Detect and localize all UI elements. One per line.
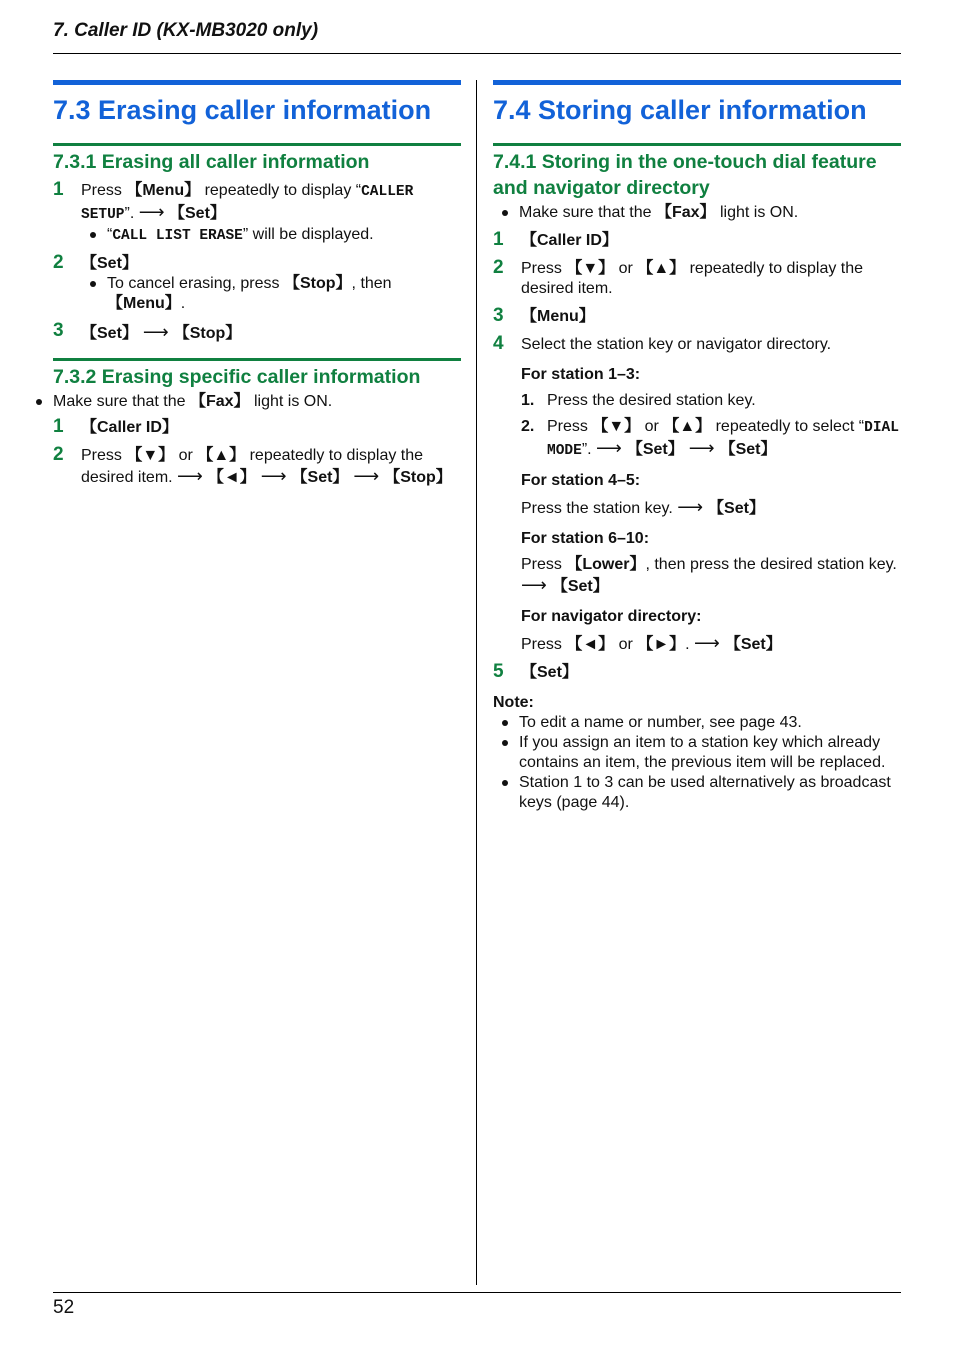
step-text: Press bbox=[81, 182, 127, 199]
step-number: 2 bbox=[493, 257, 504, 278]
bullet-text: To cancel erasing, press bbox=[107, 275, 284, 292]
station-1-3-item-2 bbox=[521, 417, 901, 461]
note-title: Note: bbox=[493, 694, 534, 711]
set-key: 【Set】 bbox=[708, 500, 765, 517]
arrow-icon: ⟶ bbox=[677, 497, 709, 517]
item-text: repeatedly to select “ bbox=[711, 418, 865, 435]
bullet-text: Make sure that the bbox=[53, 393, 190, 410]
station-6-10-text bbox=[521, 555, 901, 597]
lower-key: 【Lower】 bbox=[566, 556, 646, 573]
item-text: Press bbox=[547, 418, 593, 435]
step-1 bbox=[493, 231, 901, 251]
bullet-text: , then bbox=[351, 275, 392, 292]
footer-rule bbox=[53, 1292, 901, 1293]
step-bullet bbox=[81, 274, 461, 314]
step-text: ”. bbox=[124, 205, 139, 222]
bullet-text: light is ON. bbox=[715, 204, 799, 221]
set-key: 【Set】 bbox=[724, 636, 782, 653]
step-5 bbox=[493, 663, 901, 683]
section-7-4-title: 7.4 Storing caller information bbox=[493, 80, 901, 126]
menu-key: 【Menu】 bbox=[107, 295, 181, 312]
item-text: . bbox=[685, 636, 695, 653]
bullet-text: . bbox=[180, 295, 186, 312]
up-key: 【▲】 bbox=[663, 418, 712, 435]
precondition-bullet bbox=[493, 203, 901, 223]
item-text: Press bbox=[521, 636, 567, 653]
step-number: 1 bbox=[53, 416, 64, 437]
step-text: or bbox=[614, 260, 638, 277]
arrow-icon: ⟶ bbox=[348, 466, 385, 486]
station-4-5-text bbox=[521, 497, 901, 519]
set-key: 【Set】 bbox=[626, 441, 684, 458]
step-number: 2 bbox=[53, 252, 64, 273]
arrow-icon: ⟶ bbox=[137, 322, 174, 342]
running-header: 7. Caller ID (KX-MB3020 only) bbox=[53, 20, 319, 41]
set-key: 【Set】 bbox=[521, 664, 578, 681]
step-2 bbox=[53, 446, 461, 488]
step-text: Select the station key or navigator directory. bbox=[521, 336, 832, 353]
step-1 bbox=[53, 181, 461, 246]
step-text: repeatedly to display “ bbox=[200, 182, 362, 199]
display-text: CALLER SETUP bbox=[81, 184, 414, 223]
caller-id-key: 【Caller ID】 bbox=[81, 419, 178, 436]
station-6-10-heading: For station 6–10: bbox=[521, 530, 650, 547]
right-column bbox=[493, 80, 901, 813]
item-text: Press the desired station key. bbox=[547, 392, 756, 409]
step-number: 1 bbox=[493, 229, 504, 250]
bullet-text: light is ON. bbox=[249, 393, 333, 410]
stop-key: 【Stop】 bbox=[384, 469, 452, 486]
set-key: 【Set】 bbox=[719, 441, 777, 458]
step-3 bbox=[493, 307, 901, 327]
down-key: 【▼】 bbox=[566, 260, 615, 277]
section-7-4-1-title: 7.4.1 Storing in the one-touch dial feature and navigator directory bbox=[493, 143, 901, 201]
section-7-3-2-title: 7.3.2 Erasing specific caller information bbox=[53, 358, 461, 390]
down-key: 【▼】 bbox=[592, 418, 641, 435]
left-key: 【◄】 bbox=[207, 469, 256, 486]
station-4-5-heading: For station 4–5: bbox=[521, 472, 641, 489]
step-2 bbox=[53, 254, 461, 314]
caller-id-key: 【Caller ID】 bbox=[521, 232, 618, 249]
arrow-icon: ⟶ bbox=[177, 466, 208, 486]
navigator-heading: For navigator directory: bbox=[521, 608, 702, 625]
station-1-3-heading: For station 1–3: bbox=[521, 366, 641, 383]
left-column bbox=[53, 80, 461, 488]
item-text: Press the station key. bbox=[521, 500, 678, 517]
step-1 bbox=[53, 418, 461, 438]
stop-key: 【Stop】 bbox=[283, 275, 352, 292]
set-key: 【Set】 bbox=[81, 325, 138, 342]
station-1-3-item-1 bbox=[521, 391, 901, 411]
item-number: 1. bbox=[521, 392, 535, 409]
arrow-icon: ⟶ bbox=[255, 466, 292, 486]
section-7-3-1-title: 7.3.1 Erasing all caller information bbox=[53, 143, 461, 175]
arrow-icon: ⟶ bbox=[596, 438, 627, 458]
item-text: or bbox=[640, 418, 664, 435]
fax-key: 【Fax】 bbox=[655, 204, 716, 221]
step-number: 2 bbox=[53, 444, 64, 465]
up-key: 【▲】 bbox=[637, 260, 686, 277]
stop-key: 【Stop】 bbox=[173, 325, 242, 342]
set-key: 【Set】 bbox=[551, 578, 609, 595]
step-number: 1 bbox=[53, 179, 64, 200]
step-text: or bbox=[174, 447, 198, 464]
note-item: Station 1 to 3 can be used alternatively as broadcast keys (page 44). bbox=[493, 773, 901, 813]
set-key: 【Set】 bbox=[81, 255, 138, 272]
step-text: Press bbox=[81, 447, 127, 464]
item-text: Press bbox=[521, 556, 567, 573]
arrow-icon: ⟶ bbox=[138, 202, 165, 222]
step-text: repeatedly to display the desired item. bbox=[81, 447, 424, 486]
item-text: , then press the desired station key. bbox=[645, 556, 897, 573]
section-7-3-title: 7.3 Erasing caller information bbox=[53, 80, 461, 126]
page-number: 52 bbox=[53, 1297, 75, 1318]
bullet-text: ” will be displayed. bbox=[242, 226, 374, 243]
step-number: 3 bbox=[53, 320, 64, 341]
precondition-bullet bbox=[27, 392, 461, 412]
step-text: repeatedly to display the desired item. bbox=[521, 260, 864, 297]
step-2 bbox=[493, 259, 901, 299]
down-key: 【▼】 bbox=[126, 447, 175, 464]
step-3 bbox=[53, 322, 461, 344]
arrow-icon: ⟶ bbox=[683, 438, 720, 458]
menu-key: 【Menu】 bbox=[521, 308, 595, 325]
step-number: 3 bbox=[493, 305, 504, 326]
arrow-icon: ⟶ bbox=[694, 633, 725, 653]
step-number: 4 bbox=[493, 333, 504, 354]
step-4 bbox=[493, 335, 901, 655]
display-text: DIAL MODE bbox=[547, 420, 899, 459]
set-key: 【Set】 bbox=[291, 469, 349, 486]
set-key: 【Set】 bbox=[164, 205, 226, 222]
display-text: CALL LIST ERASE bbox=[112, 228, 243, 244]
step-bullet bbox=[81, 225, 461, 246]
item-text: or bbox=[614, 636, 638, 653]
note-item: If you assign an item to a station key which already contains an item, the previous item will be replaced. bbox=[493, 733, 901, 773]
note-item: To edit a name or number, see page 43. bbox=[493, 713, 901, 733]
bullet-text: “ bbox=[107, 226, 113, 243]
column-divider bbox=[476, 80, 477, 1285]
arrow-icon: ⟶ bbox=[521, 575, 552, 595]
navigator-text bbox=[521, 633, 901, 655]
step-number: 5 bbox=[493, 661, 504, 682]
right-key: 【►】 bbox=[637, 636, 686, 653]
step-text: Press bbox=[521, 260, 567, 277]
menu-key: 【Menu】 bbox=[126, 182, 201, 199]
item-text: ”. bbox=[581, 441, 597, 458]
left-key: 【◄】 bbox=[566, 636, 615, 653]
item-number: 2. bbox=[521, 418, 535, 435]
header-rule bbox=[53, 53, 901, 54]
up-key: 【▲】 bbox=[197, 447, 246, 464]
fax-key: 【Fax】 bbox=[189, 393, 250, 410]
bullet-text: Make sure that the bbox=[519, 204, 656, 221]
